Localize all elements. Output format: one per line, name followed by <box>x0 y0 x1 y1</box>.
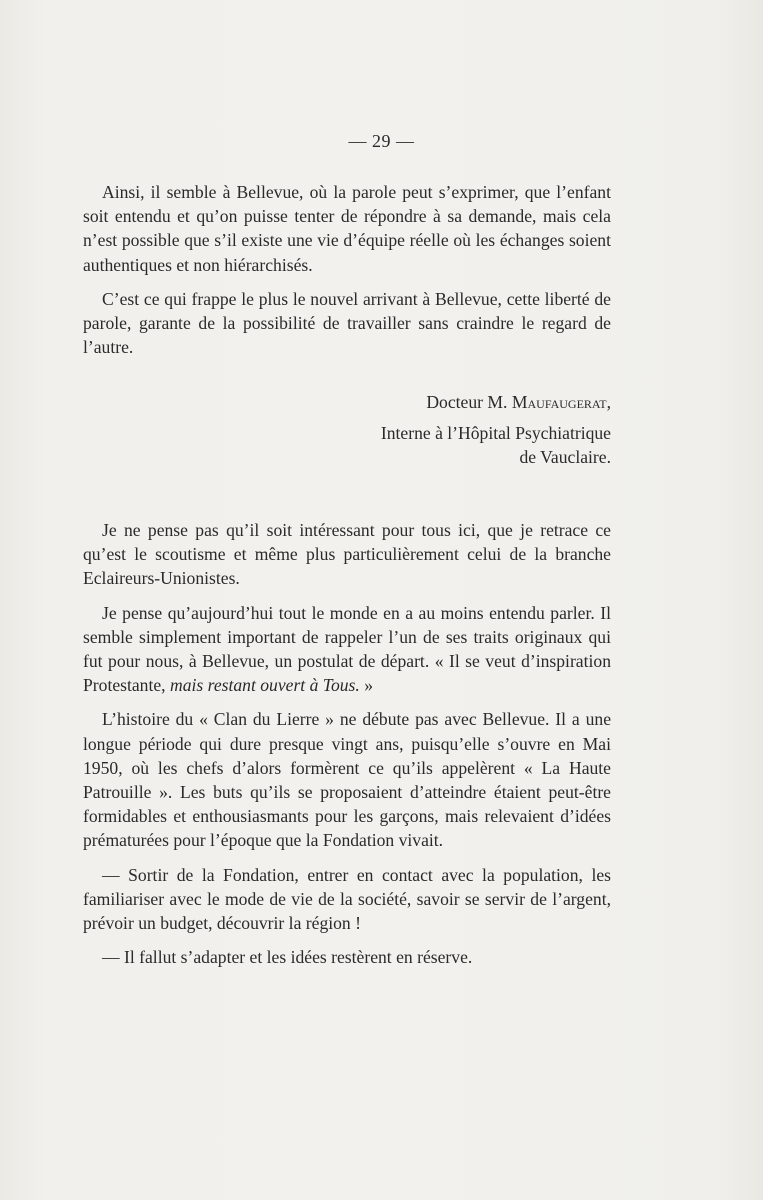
signature-affiliation: Interne à l’Hôpital Psychiatrique <box>380 423 611 444</box>
paragraph-sortir: — Sortir de la Fondation, entrer en contact avec la population, les familiariser avec le mode de vie de la société, savoir se servir de l’argent, prévoir un budget, découvrir la région ! <box>83 864 611 934</box>
paragraph-il-fallut: — Il fallut s’adapter et les idées restèrent en réserve. <box>102 947 473 968</box>
paragraph-c-est: C’est ce qui frappe le plus le nouvel arrivant à Bellevue, cette liberté de parole, garante de la possibilité de travailler sans craindre le regard de l’autre. <box>83 288 611 358</box>
signature-location: de Vauclaire. <box>519 447 611 468</box>
signature-block <box>381 390 611 470</box>
signature-name <box>381 390 611 414</box>
paragraph-je-pense <box>83 601 611 698</box>
signature-surname: Maufaugerat, <box>511 392 611 412</box>
signature-title: Docteur M. <box>426 392 508 412</box>
intro-text-block <box>83 180 611 359</box>
paragraph-je-ne-pense: Je ne pense pas qu’il soit intéressant pour tous ici, que je retrace ce qu’est le scoutisme et même plus particulièrement celui de la branche Eclaireurs-Unionistes. <box>83 520 611 589</box>
paragraph-je-pense-end: » <box>359 675 373 696</box>
paragraph-je-pense-main: Je pense qu’aujourd’hui tout le monde en a au moins entendu parler. Il semble simplement important de rappeler l’un de ses traits originaux qui fut pour nous, à Bellevue, un postulat de départ. « Il se veut d’inspiration Protestante, <box>83 602 611 696</box>
paragraph-histoire: L’histoire du « Clan du Lierre » ne débute pas avec Bellevue. Il a une longue période qui dure presque vingt ans, puisqu’elle s’ouvre en Mai 1950, où les chefs d’alors formèrent ce qu’ils appelèrent « La Haute Patrouille ». Les buts qu’ils se proposaient d’atteindre étaient peut-être formidables et enthousiasmants pour les garçons, mais relevaient d’idées prématurées pour l’époque que la Fondation vivait. <box>83 709 611 851</box>
paragraph-je-pense-italic: mais restant ouvert à Tous. <box>169 675 360 696</box>
scouting-text-block <box>83 518 611 969</box>
paragraph-ainsi: Ainsi, il semble à Bellevue, où la parole peut s’exprimer, que l’enfant soit entendu et qu’on puisse tenter de répondre à sa demande, mais cela n’est possible que s’il existe une vie d’équipe réelle où les échanges soient authentiques et non hiérarchisés. <box>83 182 611 275</box>
page-number: — 29 — <box>348 131 415 151</box>
